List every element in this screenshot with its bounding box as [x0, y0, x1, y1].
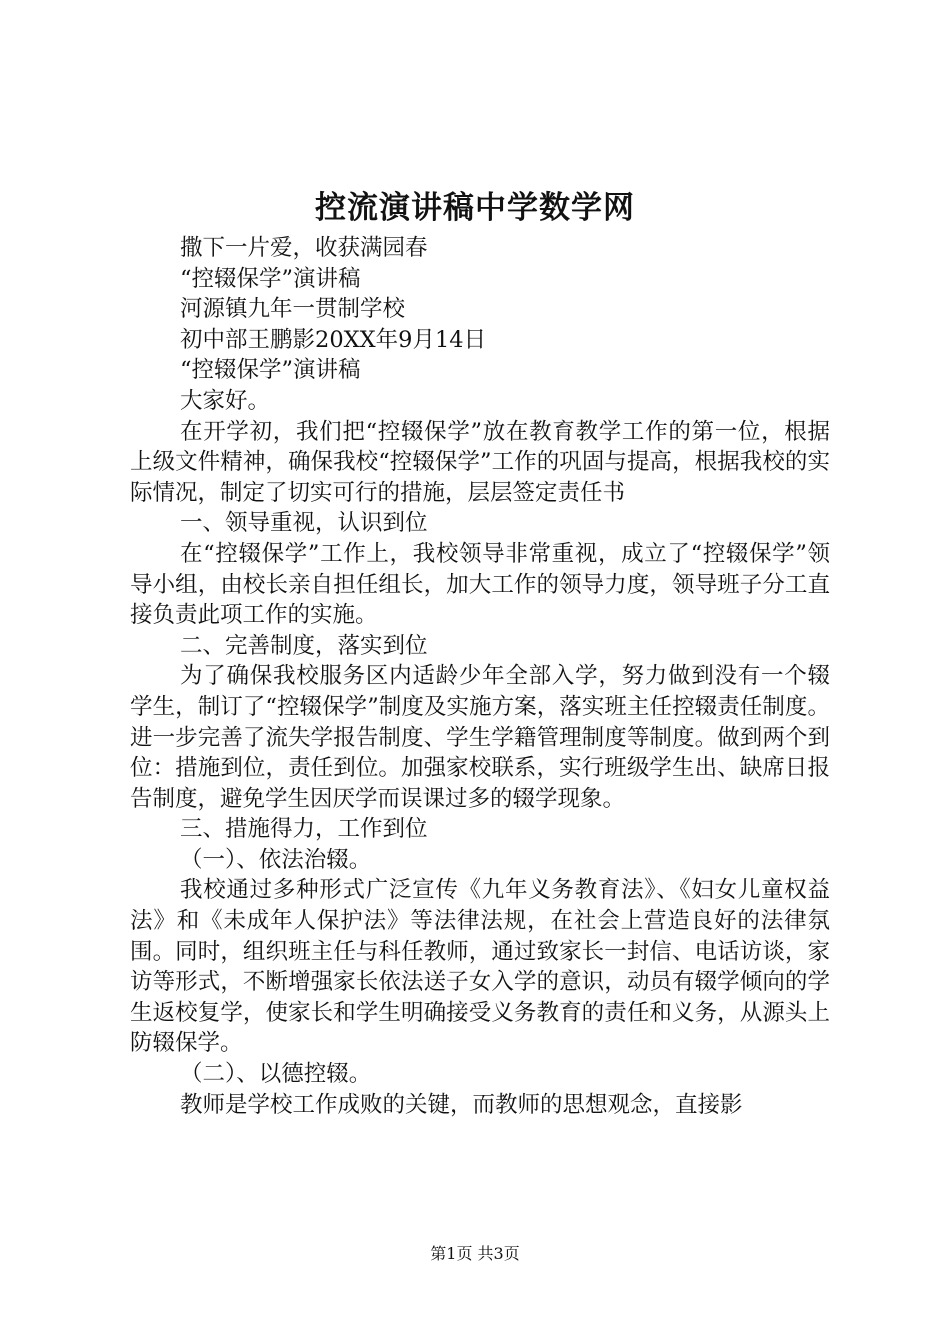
section-heading-2: 二、完善制度，落实到位	[180, 632, 428, 659]
subsection-heading-1: （一）、依法治辍。	[180, 846, 372, 873]
heading-line-2: “控辍保学”演讲稿	[180, 265, 361, 292]
paragraph-section-1: 在“控辍保学”工作上，我校领导非常重视，成立了“控辍保学”领导小组，由校长亲自担任组长，加大工作的领导力度，领导班子分工直接负责此项工作的实施。	[130, 540, 830, 629]
heading-line-4: 初中部王鹏影20XX年9月14日	[180, 326, 487, 353]
section-heading-3: 三、措施得力，工作到位	[180, 816, 428, 843]
subsection-heading-2: （二）、以德控辍。	[180, 1061, 372, 1088]
page-footer: 第1页 共3页	[430, 1244, 520, 1263]
heading-line-1: 撒下一片爱，收获满园春	[180, 235, 428, 261]
document-body	[130, 233, 830, 1120]
paragraph-intro: 在开学初，我们把“控辍保学”放在教育教学工作的第一位，根据上级文件精神，确保我校“控辍保学”工作的巩固与提高，根据我校的实际情况，制定了切实可行的措施，层层签定责任书	[130, 418, 830, 506]
heading-line-5: “控辍保学”演讲稿	[180, 357, 361, 384]
greeting-line: 大家好。	[180, 387, 271, 414]
document-title: 控流演讲稿中学数学网	[315, 190, 635, 226]
section-heading-1: 一、领导重视，认识到位	[180, 510, 428, 537]
paragraph-subsection-2: 教师是学校工作成败的关键，而教师的思想观念，直接影	[180, 1091, 743, 1118]
heading-line-3: 河源镇九年一贯制学校	[180, 296, 406, 323]
paragraph-subsection-1: 我校通过多种形式广泛宣传《九年义务教育法》、《妇女儿童权益法》和《未成年人保护法》等法律法规，在社会上营造良好的法律氛围。同时，组织班主任与科任教师，通过致家长一封信、电话访谈，家访等形式，不断增强家长依法送子女入学的意识，动员有辍学倾向的学生返校复学，使家长和学生明确接受义务教育的责任和义务，从源头上防辍保学。	[130, 877, 830, 1057]
paragraph-section-2: 为了确保我校服务区内适龄少年全部入学，努力做到没有一个辍学生，制订了“控辍保学”制度及实施方案，落实班主任控辍责任制度。进一步完善了流失学报告制度、学生学籍管理制度等制度。做到两个到位：措施到位，责任到位。加强家校联系，实行班级学生出、缺席日报告制度，避免学生因厌学而误课过多的辍学现象。	[130, 663, 830, 812]
